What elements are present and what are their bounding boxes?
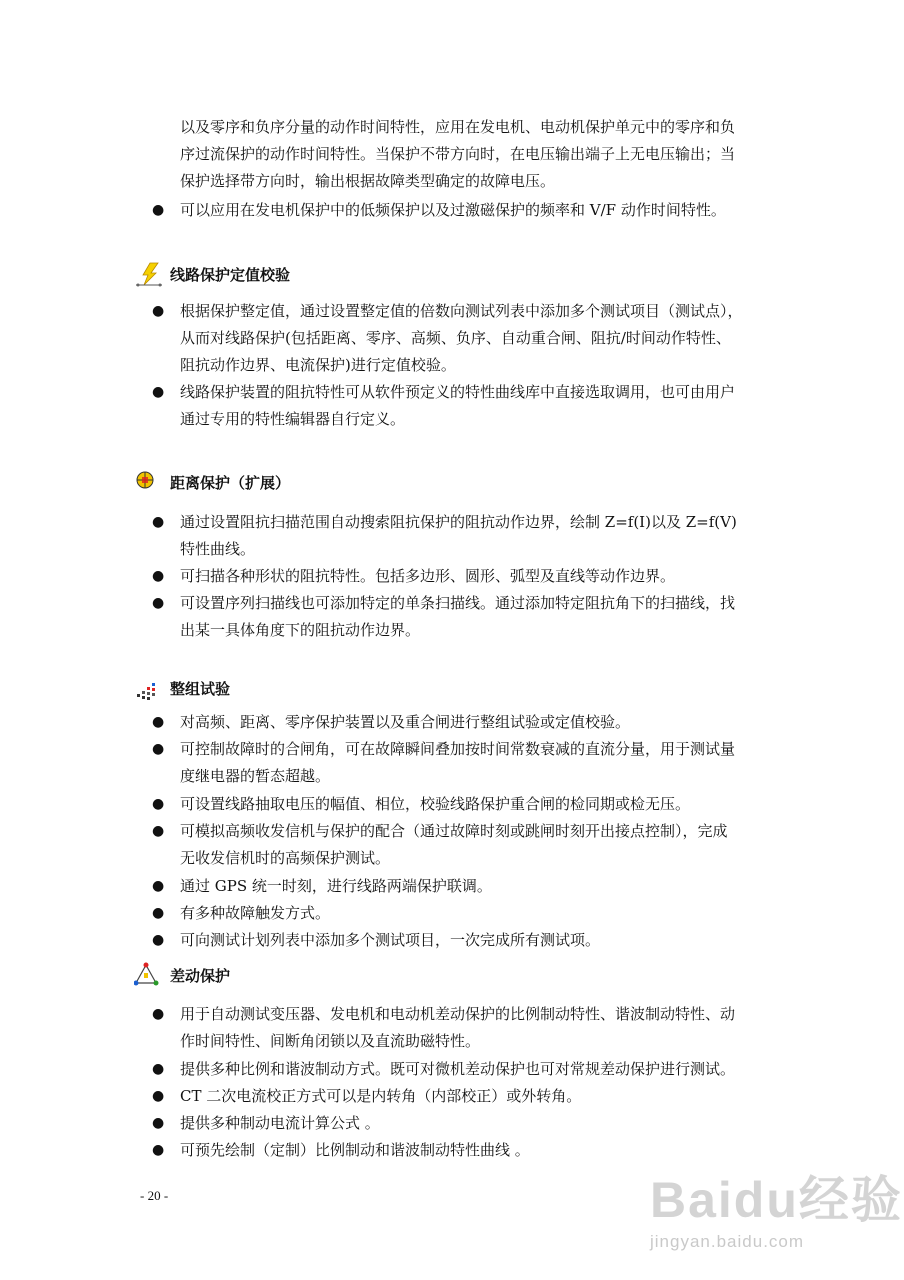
list-item: ● 可预先绘制（定制）比例制动和谐波制动特性曲线 。	[180, 1137, 780, 1164]
list-item: ● 对高频、距离、零序保护装置以及重合闸进行整组试验或定值校验。	[180, 709, 780, 736]
bullet-icon: ●	[152, 741, 165, 757]
bullet-icon: ●	[152, 1088, 165, 1104]
lightning-icon	[134, 261, 166, 289]
page-number: - 20 -	[140, 1188, 169, 1203]
list-item: ● 可扫描各种形状的阻抗特性。包括多边形、圆形、弧型及直线等动作边界。	[180, 563, 780, 590]
list-item: ● 通过设置阻抗扫描范围自动搜索阻抗保护的阻抗动作边界，绘制 Z=f(I)以及 Z=f(V) 特性曲线。	[180, 509, 780, 563]
list-item: ● 线路保护装置的阻抗特性可从软件预定义的特性曲线库中直接选取调用，也可由用户 通过专用的特性编辑器自行定义。	[180, 379, 780, 433]
bullet-icon: ●	[152, 514, 165, 530]
bullet-icon: ●	[152, 384, 165, 400]
bullet-icon: ●	[152, 1006, 165, 1022]
text-line: 序过流保护的动作时间特性。当保护不带方向时，在电压输出端子上无电压输出；当	[180, 145, 736, 163]
list-item: ● 提供多种比例和谐波制动方式。既可对微机差动保护也可对常规差动保护进行测试。	[180, 1056, 780, 1083]
list-item: ● 可设置线路抽取电压的幅值、相位，校验线路保护重合闸的检同期或检无压。	[180, 791, 780, 818]
bullet-icon: ●	[152, 1061, 165, 1077]
list-item: ● 根据保护整定值，通过设置整定值的倍数向测试列表中添加多个测试项目（测试点）， 从而对线路保护(包括距离、零序、高频、负序、自动重合闸、阻抗/时间动作特性、 阻抗动作边界、电流保护)进行定值校验。	[180, 298, 780, 379]
bullet-icon: ●	[152, 714, 165, 730]
list-item: ● 可模拟高频收发信机与保护的配合（通过故障时刻或跳闸时刻开出接点控制），完成 无收发信机时的高频保护测试。	[180, 818, 780, 872]
text-line: 以及零序和负序分量的动作时间特性，应用在发电机、电动机保护单元中的零序和负	[180, 118, 736, 136]
list-item: ● CT 二次电流校正方式可以是内转角（内部校正）或外转角。	[180, 1083, 780, 1110]
bullet-icon: ●	[152, 303, 165, 319]
list-item: ● 有多种故障触发方式。	[180, 900, 780, 927]
list-item: ● 提供多种制动电流计算公式 。	[180, 1110, 780, 1137]
watermark-logo: Baidu经验	[650, 1172, 903, 1228]
text-line: 保护选择带方向时，输出根据故障类型确定的故障电压。	[180, 172, 556, 190]
distance-icon	[134, 469, 166, 497]
list-item: ● 通过 GPS 统一时刻，进行线路两端保护联调。	[180, 873, 780, 900]
bullet-icon: ●	[152, 1115, 165, 1131]
list-item: ● 可以应用在发电机保护中的低频保护以及过激磁保护的频率和 V/F 动作时间特性。	[180, 197, 780, 224]
bullet-icon: ●	[152, 905, 165, 921]
intro-paragraph	[180, 114, 780, 195]
dots-icon	[134, 675, 166, 703]
list-item: ● 用于自动测试变压器、发电机和电动机差动保护的比例制动特性、谐波制动特性、动 作时间特性、间断角闭锁以及直流助磁特性。	[180, 1001, 780, 1055]
document-page: 以及零序和负序分量的动作时间特性，应用在发电机、电动机保护单元中的零序和负 序过流保护的动作时间特性。当保护不带方向时，在电压输出端子上无电压输出；当 保护选择带方向时，输出根据故障类型确定的故障电压。 ● 可以应用在发电机保护中的低频保护以及过激磁保护的频率和 V/F 动作时间特性。 线路保护定值校验 ● 根据保护整定值，通过设置整定值的倍数向测试列表中添加多个测试项目（测试点）， 从而对线路保护(包括距离、零序、高频、负序、自动重合闸、阻抗/时间动作特性、 阻抗动作边界、电流保护)进行定值校验。 ● 线路保护装置的阻抗特性可从软件预定义的特性曲线库中直接选取调用，也可由用户 通过专用的特性编辑器自行定义。 距离保护（扩展） ● 通过设置阻抗扫描范围自动搜索阻抗保护的阻抗动作边界，绘制 Z=f(I)以及 Z=f(V) 特性曲线。 ● 可扫描各种形状的阻抗特性。包括多边形、圆形、弧型及直线等动作边界。 ● 可设置序列扫描线也可添加特定的单条扫描线。通过添加特定阻抗角下的扫描线，找 出某一具体角度下的阻抗动作边界。 整组试验 ● 对高频、距离、零序保护装置以及重合闸进行整组试验或定值校验。 ● 可控制故障时的合闸角，可在故障瞬间叠加按时间常数衰减的直流分量，用于测试量 度继电器的暂态超越。 ● 可设置线路抽取电压的幅值、相位，校验线路保护重合闸的检同期或检无压。 ● 可模拟高频收发信机与保护的配合（通过故障时刻或跳闸时刻开出接点控制），完成 无收发信机时的高频保护测试。 ● 通过 GPS 统一时刻，进行线路两端保护联调。 ● 有多种故障触发方式。 ● 可向测试计划列表中添加多个测试项目，一次完成所有测试项。 差动保护 ● 用于自动测试变压器、发电机和电动机差动保护的比例制动特性、谐波制动特性、动 作时间特性、间断角闭锁以及直流助磁特性。 ● 提供多种比例和谐波制动方式。既可对微机差动保护也可对常规差动保护进行测试。 ● CT 二次电流校正方式可以是内转角（内部校正）或外转角。 ● 提供多种制动电流计算公式 。 ● 可预先绘制（定制）比例制动和谐波制动特性曲线 。 - 20 - Baidu经验 jingyan.baidu.com	[0, 0, 904, 1280]
bullet-icon: ●	[152, 932, 165, 948]
list-item: ● 可控制故障时的合闸角，可在故障瞬间叠加按时间常数衰减的直流分量，用于测试量 度继电器的暂态超越。	[180, 736, 780, 790]
list-item: ● 可向测试计划列表中添加多个测试项目，一次完成所有测试项。	[180, 927, 780, 954]
bullet-icon: ●	[152, 878, 165, 894]
differential-icon	[134, 962, 166, 990]
bullet-icon: ●	[152, 202, 165, 218]
bullet-icon: ●	[152, 1142, 165, 1158]
bullet-icon: ●	[152, 595, 165, 611]
watermark-url: jingyan.baidu.com	[650, 1232, 805, 1251]
list-item: ● 可设置序列扫描线也可添加特定的单条扫描线。通过添加特定阻抗角下的扫描线，找 出某一具体角度下的阻抗动作边界。	[180, 590, 780, 644]
bullet-icon: ●	[152, 568, 165, 584]
bullet-icon: ●	[152, 823, 165, 839]
bullet-icon: ●	[152, 796, 165, 812]
